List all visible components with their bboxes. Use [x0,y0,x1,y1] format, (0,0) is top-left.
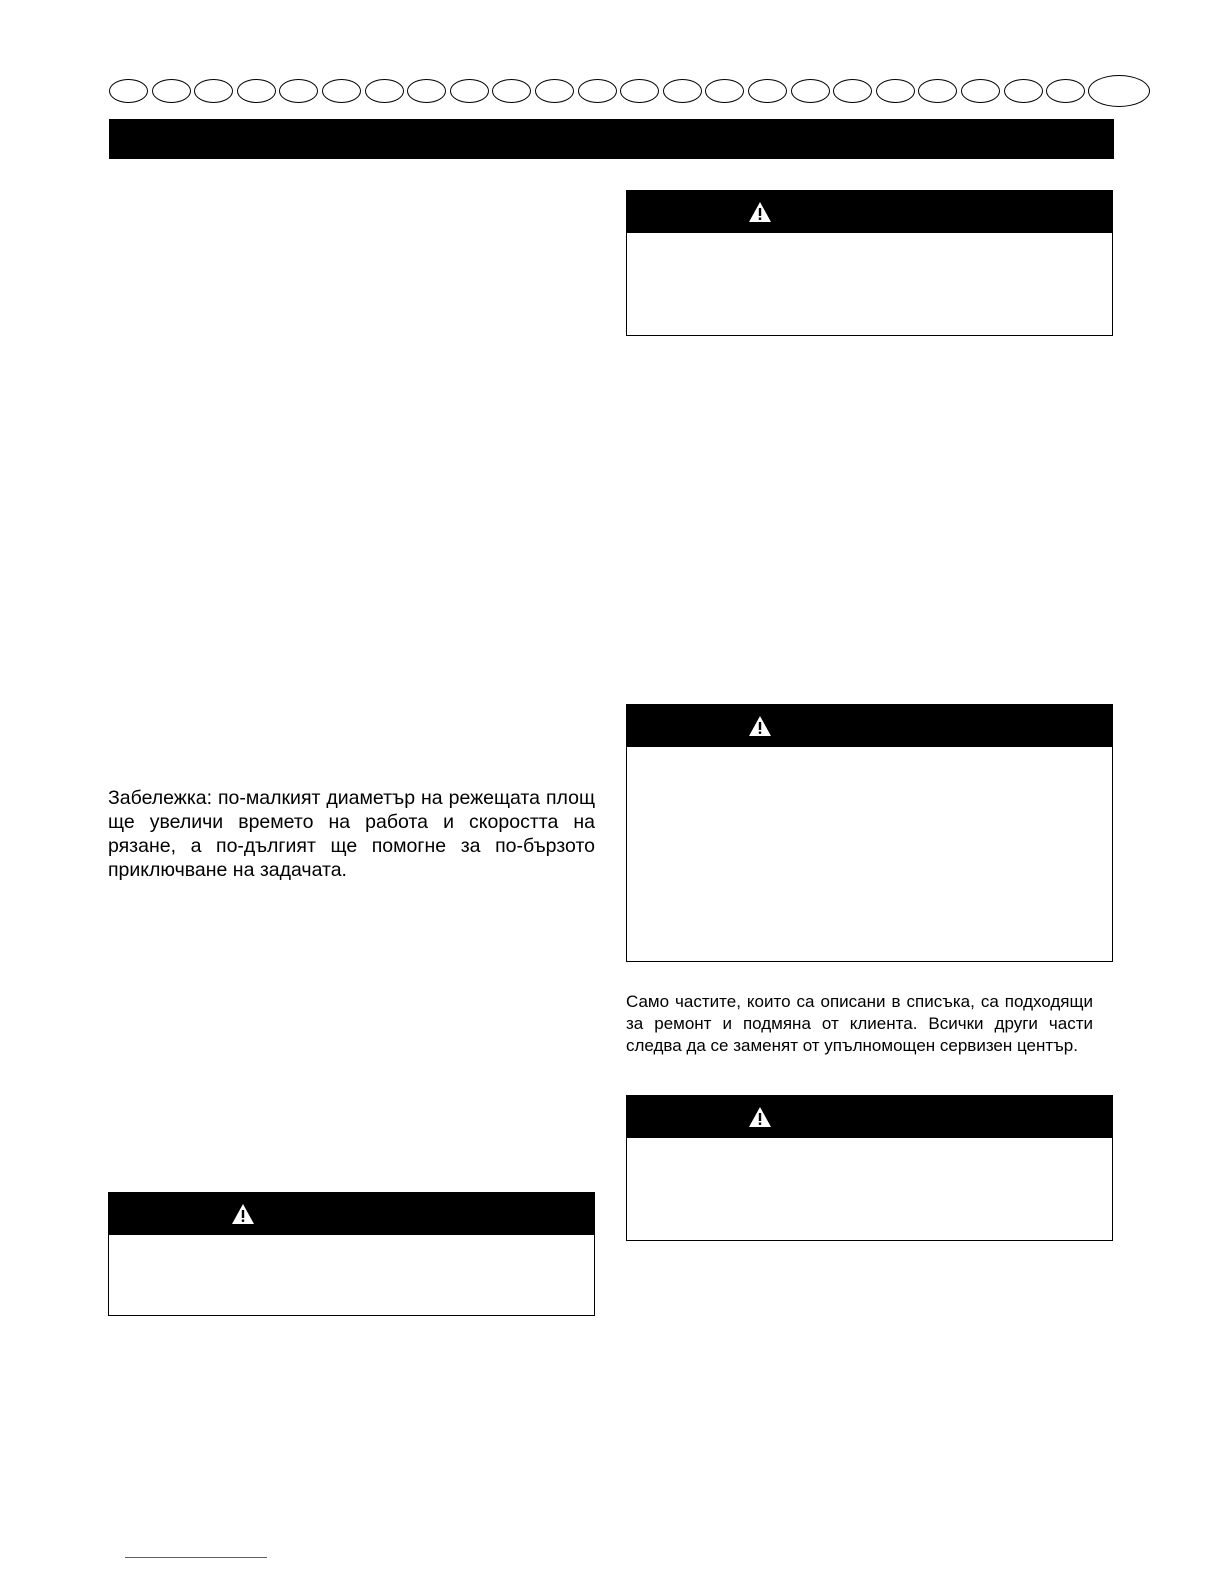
warning-header [109,1193,594,1235]
language-tab[interactable] [152,79,191,103]
warning-header [627,1096,1112,1138]
warning-triangle-icon [748,1106,772,1128]
language-tab[interactable] [450,79,489,103]
language-tab[interactable] [322,79,361,103]
warning-triangle-icon [748,201,772,223]
language-tab[interactable] [109,79,148,103]
language-tab[interactable] [535,79,574,103]
language-tab[interactable] [578,79,617,103]
warning-triangle-icon [231,1203,255,1225]
language-tab[interactable] [705,79,744,103]
language-tab[interactable] [1046,79,1085,103]
warning-triangle-icon [748,715,772,737]
language-tab[interactable] [365,79,404,103]
warning-box-bottom-left [108,1192,595,1316]
language-tab[interactable] [1004,79,1043,103]
language-tabs [0,0,1224,120]
language-tab[interactable] [748,79,787,103]
warning-box-bottom-right [626,1095,1113,1241]
language-tab[interactable] [492,79,531,103]
language-tab[interactable] [620,79,659,103]
footer-rule [125,1557,267,1558]
language-tab[interactable] [194,79,233,103]
parts-paragraph: Само частите, които са описани в списъка, са подходящи за ремонт и подмяна от клиента. Всички други части следва да се заменят от упълномощен сервизен център. [626,992,1093,1055]
language-tab[interactable] [833,79,872,103]
language-tab[interactable] [876,79,915,103]
note-paragraph: Забележка: по-малкият диаметър на режещата площ ще увеличи времето на работа и скоростта на рязане, а по-дългият ще помогне за по-бързото приключване на задачата. [108,787,595,881]
warning-box-top-right [626,190,1113,336]
warning-header [627,191,1112,233]
language-tab[interactable] [237,79,276,103]
language-tab[interactable] [961,79,1000,103]
language-tab[interactable] [279,79,318,103]
language-tab[interactable] [407,79,446,103]
warning-header [627,705,1112,747]
language-tab-active[interactable] [1088,75,1150,107]
language-tab[interactable] [918,79,957,103]
language-tab[interactable] [663,79,702,103]
warning-box-middle-right [626,704,1113,962]
language-tab[interactable] [791,79,830,103]
section-header-bar [109,119,1114,159]
